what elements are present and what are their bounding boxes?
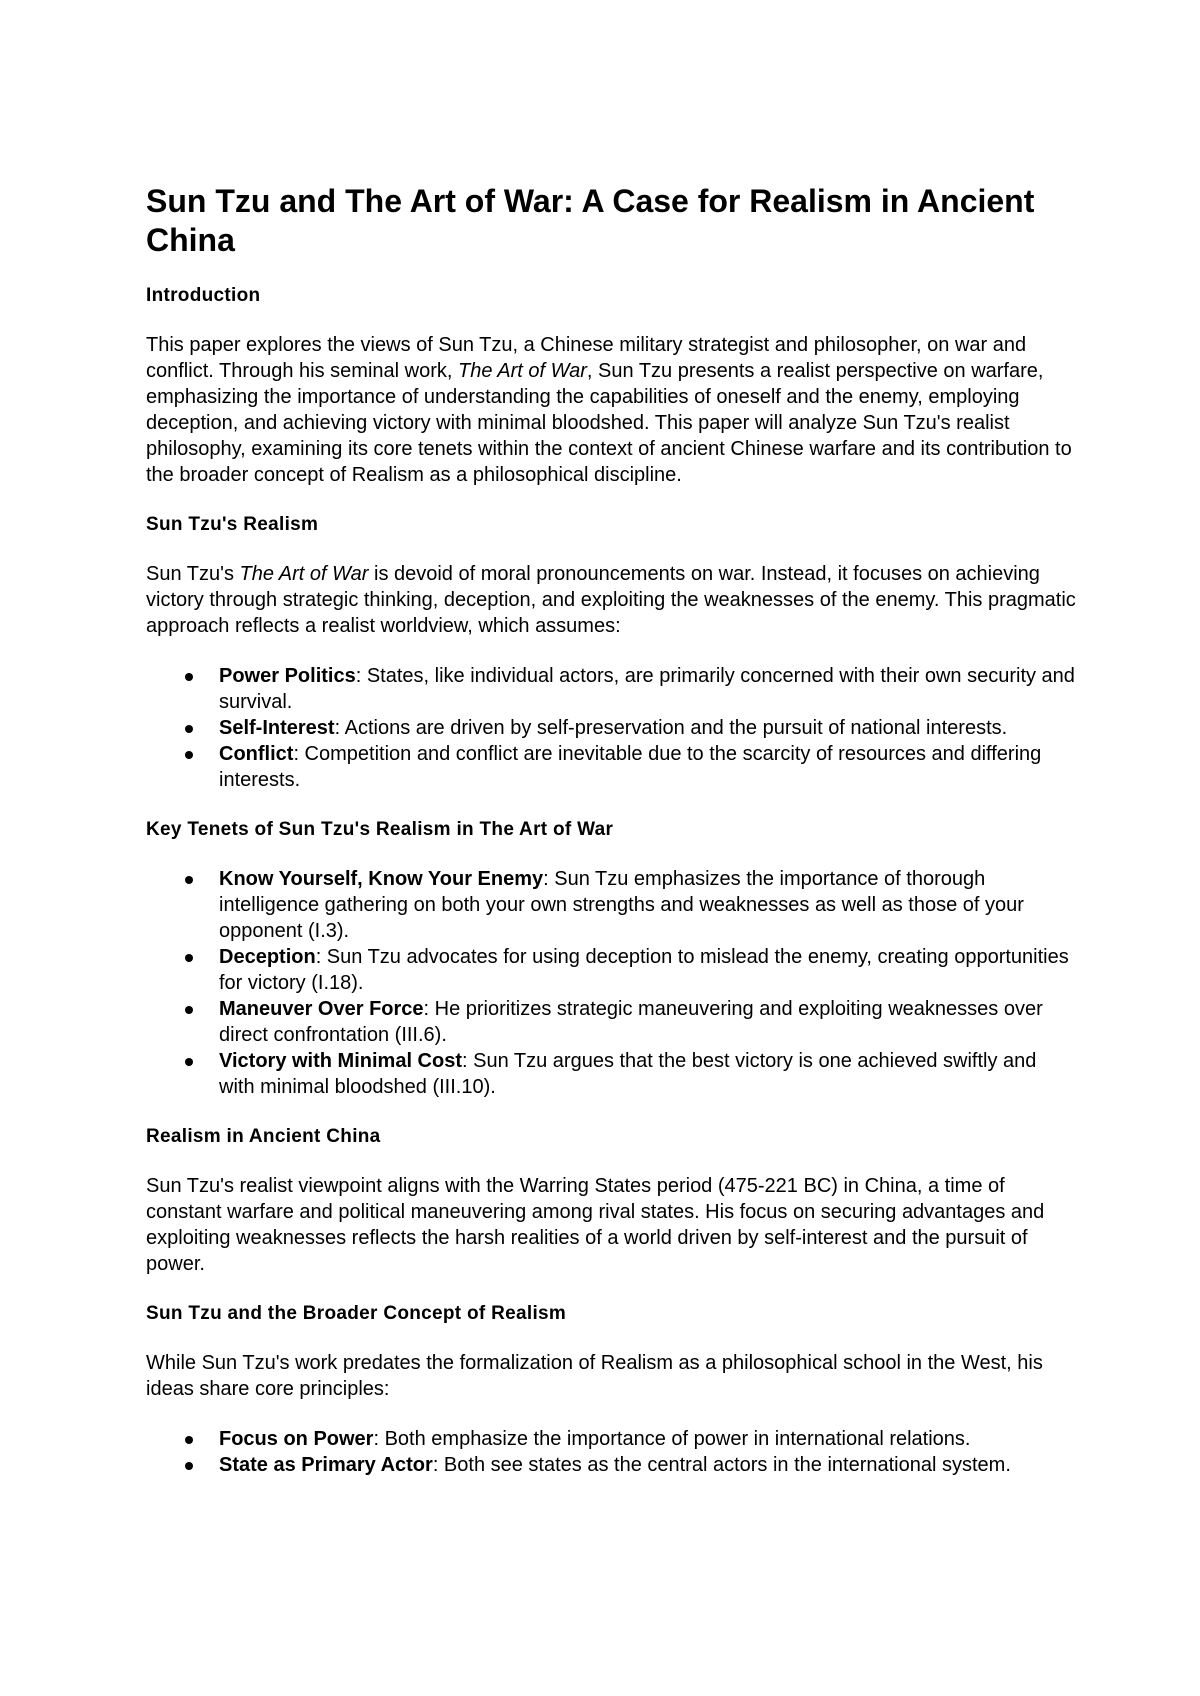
bullet-icon	[185, 751, 193, 759]
section-heading-ancient-china: Realism in Ancient China	[146, 1126, 381, 1147]
list-item: State as Primary Actor: Both see states as the central actors in the international system.	[219, 1452, 1076, 1478]
realism-paragraph: Sun Tzu's The Art of War is devoid of moral pronouncements on war. Instead, it focuses on achieving victory through strategic thinking, deception, and exploiting the weaknesses of the enemy. This pragmatic approach reflects a realist worldview, which assumes:	[146, 563, 1076, 637]
page-title: Sun Tzu and The Art of War: A Case for Realism in Ancient China	[146, 183, 1035, 258]
section-heading-broader-concept: Sun Tzu and the Broader Concept of Realism	[146, 1303, 567, 1324]
section-heading-introduction: Introduction	[146, 285, 261, 306]
broader-concept-paragraph: While Sun Tzu's work predates the formalization of Realism as a philosophical school in the West, his ideas share core principles:	[146, 1352, 1043, 1400]
list-item: Know Yourself, Know Your Enemy: Sun Tzu emphasizes the importance of thorough intelligence gathering on both your own strengths and weaknesses as well as those of your opponent (I.3).	[219, 866, 1076, 944]
section-heading-realism: Sun Tzu's Realism	[146, 514, 319, 535]
bullet-icon	[185, 1006, 193, 1014]
bullet-icon	[185, 1436, 193, 1444]
list-item: Focus on Power: Both emphasize the importance of power in international relations.	[219, 1426, 1076, 1452]
book-title: The Art of War	[239, 563, 369, 585]
list-item: Maneuver Over Force: He prioritizes strategic maneuvering and exploiting weaknesses over direct confrontation (III.6).	[219, 996, 1076, 1048]
list-item: Conflict: Competition and conflict are inevitable due to the scarcity of resources and differing interests.	[219, 741, 1076, 793]
section-heading-tenets: Key Tenets of Sun Tzu's Realism in The Art of War	[146, 819, 614, 840]
realism-assumptions-list	[146, 663, 1076, 793]
bullet-icon	[185, 1462, 193, 1470]
bullet-icon	[185, 673, 193, 681]
list-item: Deception: Sun Tzu advocates for using deception to mislead the enemy, creating opportunities for victory (I.18).	[219, 944, 1076, 996]
bullet-icon	[185, 1058, 193, 1066]
list-item: Self-Interest: Actions are driven by self-preservation and the pursuit of national interests.	[219, 715, 1076, 741]
bullet-icon	[185, 876, 193, 884]
book-title: The Art of War	[457, 360, 587, 382]
document-page	[146, 182, 1076, 1502]
ancient-china-paragraph: Sun Tzu's realist viewpoint aligns with the Warring States period (475-221 BC) in China, a time of constant warfare and political maneuvering among rival states. His focus on securing advantages and exploiting weaknesses reflects the harsh realities of a world driven by self-interest and the pursuit of power.	[146, 1175, 1045, 1275]
list-item: Power Politics: States, like individual actors, are primarily concerned with their own security and survival.	[219, 663, 1076, 715]
list-item: Victory with Minimal Cost: Sun Tzu argues that the best victory is one achieved swiftly and with minimal bloodshed (III.10).	[219, 1048, 1076, 1100]
bullet-icon	[185, 725, 193, 733]
tenets-list	[146, 866, 1076, 1100]
bullet-icon	[185, 954, 193, 962]
shared-principles-list	[146, 1426, 1076, 1478]
introduction-paragraph: This paper explores the views of Sun Tzu, a Chinese military strategist and philosopher, on war and conflict. Through his seminal work, The Art of War, Sun Tzu presents a realist perspective on warfare, emphasizing the importance of understanding the capabilities of oneself and the enemy, employing deception, and achieving victory with minimal bloodshed. This paper will analyze Sun Tzu's realist philosophy, examining its core tenets within the context of ancient Chinese warfare and its contribution to the broader concept of Realism as a philosophical discipline.	[146, 334, 1072, 486]
